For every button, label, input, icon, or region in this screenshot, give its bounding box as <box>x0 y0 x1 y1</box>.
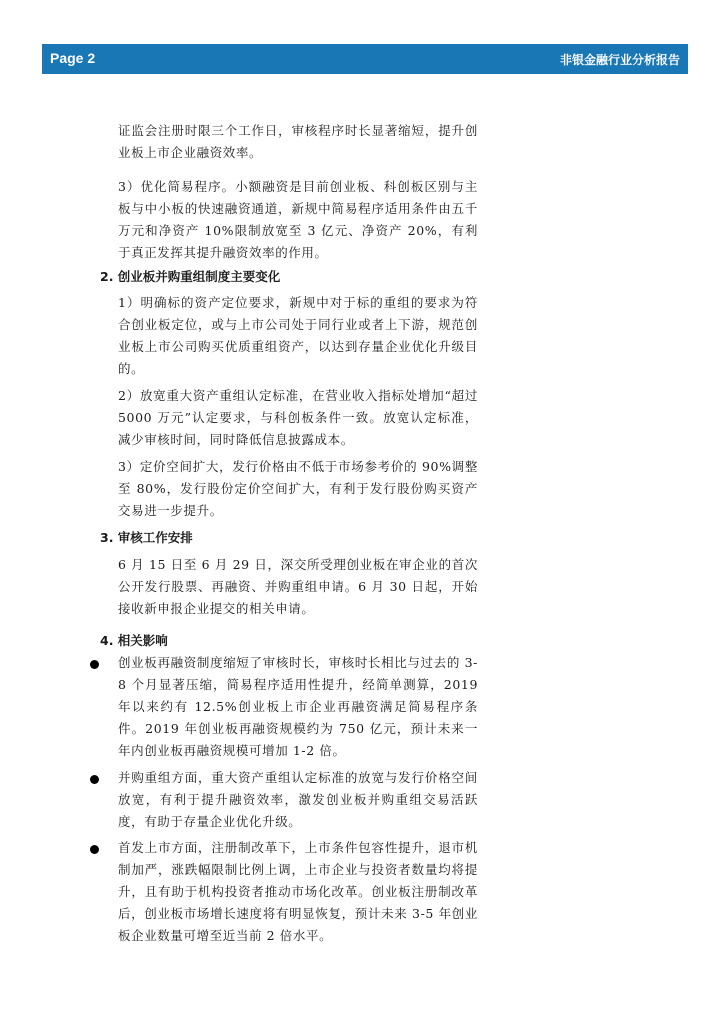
intro-paragraph: 证监会注册时限三个工作日，审核程序时长显著缩短，提升创业板上市企业融资效率。 <box>118 123 478 160</box>
report-title: 非银金融行业分析报告 <box>559 53 680 67</box>
bullet-icon <box>90 775 99 784</box>
simple-procedure-paragraph: 3）优化简易程序。小额融资是目前创业板、科创板区别与主板与中小板的快速融资通道，新规中简易程序适用条件由五千万元和净资产 10%限制放宽至 3 亿元、净资产 20%，有利于真正发挥其提升融资效率的作用。 <box>118 179 478 260</box>
section-heading-impact: 4. 相关影响 <box>100 633 168 648</box>
page-header-bar <box>42 44 688 74</box>
bullet-icon <box>90 660 99 669</box>
bullet-icon <box>90 845 99 854</box>
section-heading-merger-reform: 2. 创业板并购重组制度主要变化 <box>100 269 281 284</box>
impact-bullet-refinancing: 创业板再融资制度缩短了审核时长，审核时长相比与过去的 3-8 个月显著压缩，简易程序适用性提升，经简单测算，2019 年以来约有 12.5%创业板上市企业再融资满足简易程序条件。2019 年创业板再融资规模约为 750 亿元，预计未来一年内创业板再融资规模可增加 1-2 倍。 <box>118 655 478 758</box>
page-number: Page 2 <box>50 50 96 66</box>
merger-item-2: 2）放宽重大资产重组认定标准，在营业收入指标处增加“超过 5000 万元”认定要求，与科创板条件一致。放宽认定标准，减少审核时间，同时降低信息披露成本。 <box>118 388 478 447</box>
impact-bullet-ipo: 首发上市方面，注册制改革下，上市条件包容性提升，退市机制加严，涨跌幅限制比例上调，上市企业与投资者数量均将提升，且有助于机构投资者推动市场化改革。创业板注册制改革后，创业板市场增长速度将有明显恢复，预计未来 3-5 年创业板企业数量可增至近当前 2 倍水平。 <box>118 840 478 943</box>
impact-bullet-merger: 并购重组方面，重大资产重组认定标准的放宽与发行价格空间放宽，有利于提升融资效率，激发创业板并购重组交易活跃度，有助于存量企业优化升级。 <box>118 770 478 829</box>
review-schedule-paragraph: 6 月 15 日至 6 月 29 日，深交所受理创业板在审企业的首次公开发行股票、再融资、并购重组申请。6 月 30 日起，开始接收新申报企业提交的相关申请。 <box>118 557 478 616</box>
merger-item-3: 3）定价空间扩大，发行价格由不低于市场参考价的 90%调整至 80%，发行股份定价空间扩大，有利于发行股份购买资产交易进一步提升。 <box>118 459 478 518</box>
section-heading-review-schedule: 3. 审核工作安排 <box>100 530 193 545</box>
merger-item-1: 1）明确标的资产定位要求，新规中对于标的重组的要求为符合创业板定位，或与上市公司处于同行业或者上下游，规范创业板上市公司购买优质重组资产，以达到存量企业优化升级目的。 <box>118 295 478 376</box>
